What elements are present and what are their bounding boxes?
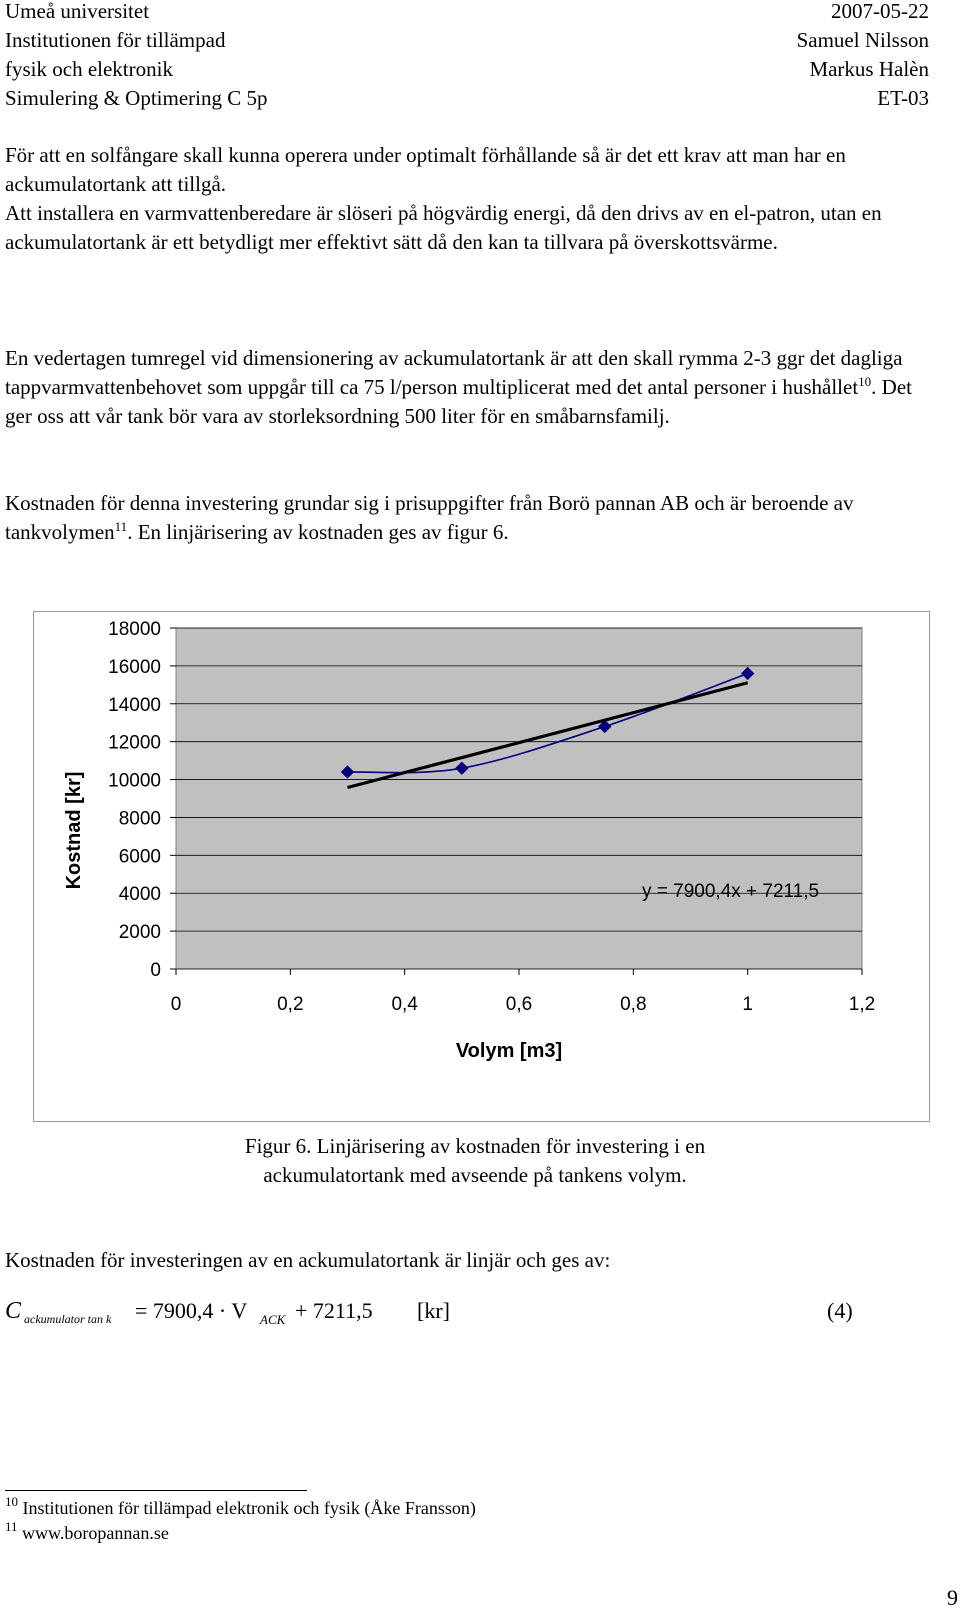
- eq-unit: [kr]: [417, 1298, 450, 1323]
- eq-subscript-c: ackumulator tan k: [24, 1312, 112, 1326]
- y-tick-label: 16000: [108, 656, 161, 678]
- footnote-10: [5, 1496, 476, 1520]
- caption-line-1: Figur 6. Linjärisering av kostnaden för investering i en: [244, 1134, 706, 1158]
- paragraph-4: [5, 1246, 930, 1275]
- course-name: Simulering & Optimering C 5p: [5, 86, 268, 110]
- paragraph-3: [5, 489, 930, 547]
- footnote-11: [5, 1521, 169, 1545]
- eq-constant: + 7211,5: [295, 1298, 373, 1323]
- x-tick-label: 0,6: [505, 994, 533, 1015]
- paragraph-3-text-end: . En linjärisering av kostnaden ges av figur 6.: [127, 520, 509, 544]
- y-tick-label: 0: [150, 960, 161, 981]
- paragraph-4-text: Kostnaden för investeringen av en ackumulatortank är linjär och ges av:: [5, 1248, 611, 1272]
- author-1: Samuel Nilsson: [796, 28, 929, 52]
- eq-number: (4): [827, 1298, 853, 1323]
- footnote-ref-11: 11: [114, 519, 128, 534]
- paragraph-2-text-end: . Det ger oss att vår tank bör vara av storleksordning 500 liter för en småbarnsfamilj.: [5, 375, 912, 428]
- y-tick-label: 14000: [108, 694, 161, 716]
- footnote-separator: [5, 1490, 307, 1491]
- figure-caption: [0, 1132, 960, 1190]
- x-axis-label: Volym [m3]: [455, 1040, 563, 1062]
- x-tick-label: 1,2: [848, 994, 876, 1015]
- y-axis-label: Kostnad [kr]: [63, 771, 85, 890]
- university-name: Umeå universitet: [5, 0, 150, 23]
- x-tick-label: 0,2: [277, 994, 304, 1015]
- caption-line-2: ackumulatortank med avseende på tankens volym.: [263, 1163, 687, 1187]
- x-tick-label: 0,8: [620, 994, 647, 1015]
- department-line-1: Institutionen för tillämpad: [5, 28, 226, 52]
- paragraph-2-text: En vedertagen tumregel vid dimensionering av ackumulatortank är att den skall rymma 2-3 ggr det dagliga tappvarmvattenbehovet som uppgår till ca 75 l/person multiplicerat med det antal personer i hushållet: [5, 346, 903, 399]
- plot-area: [176, 628, 862, 969]
- header-right: [797, 0, 929, 113]
- paragraph-2: [5, 344, 930, 431]
- x-tick-label: 1: [742, 994, 753, 1015]
- y-tick-label: 4000: [118, 884, 161, 906]
- paragraph-3-text: Kostnaden för denna investering grundar sig i prisuppgifter från Borö pannan AB och är beroende av tankvolymen: [5, 491, 854, 544]
- date: 2007-05-22: [831, 0, 929, 23]
- y-tick-label: 2000: [118, 922, 161, 944]
- y-tick-label: 8000: [118, 808, 161, 830]
- paragraph-1: [5, 141, 930, 257]
- y-tick-label: 18000: [108, 619, 161, 640]
- eq-subscript-v: ACK: [260, 1312, 286, 1327]
- footnote-10-number: 10: [5, 1494, 18, 1509]
- y-tick-label: 12000: [108, 732, 161, 754]
- equation-4: [5, 1298, 865, 1334]
- eq-symbol-c: C: [5, 1298, 22, 1324]
- footnote-11-number: 11: [5, 1519, 18, 1534]
- header-left: [5, 0, 268, 113]
- program-code: ET-03: [877, 86, 929, 110]
- y-tick-label: 6000: [118, 846, 161, 868]
- author-2: Markus Halèn: [809, 57, 929, 81]
- eq-rhs: = 7900,4 · V: [135, 1298, 248, 1323]
- paragraph-1a: För att en solfångare skall kunna operera under optimalt förhållande så är det ett krav att man har en ackumulatortank att tillgå.: [5, 143, 846, 196]
- paragraph-1b: Att installera en varmvattenberedare är slöseri på högvärdig energi, då den drivs av en el-patron, utan en ackumulatortank är ett betydligt mer effektivt sätt då den kan ta tillvara på överskottsvärme.: [5, 201, 882, 254]
- chart-svg: [34, 612, 929, 1121]
- page-number: 9: [947, 1585, 958, 1610]
- x-tick-label: 0,4: [391, 994, 418, 1015]
- x-tick-label: 0: [170, 994, 182, 1015]
- y-tick-label: 10000: [108, 770, 161, 792]
- footnote-ref-10: 10: [858, 374, 872, 389]
- trendline-equation: y = 7900,4x + 7211,5: [642, 881, 820, 902]
- footnote-11-text: www.boropannan.se: [22, 1523, 169, 1543]
- footnote-10-text: Institutionen för tillämpad elektronik och fysik (Åke Fransson): [22, 1498, 476, 1518]
- cost-chart: [33, 611, 930, 1122]
- department-line-2: fysik och elektronik: [5, 57, 173, 81]
